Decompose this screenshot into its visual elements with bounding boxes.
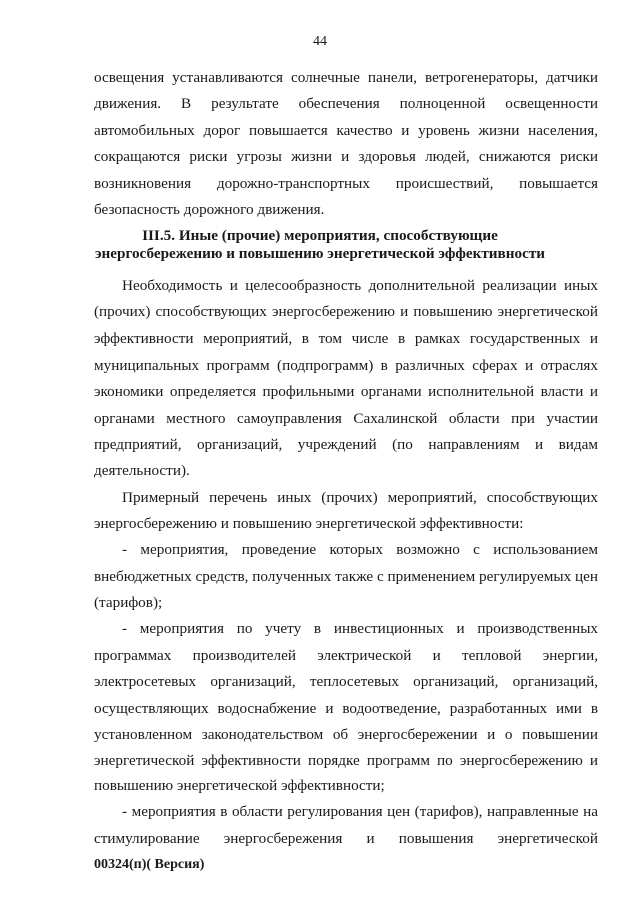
page-number: 44 — [313, 34, 327, 49]
para5-line-1: - мероприятия в области регулирования цен (тарифов), направленные на — [122, 803, 598, 820]
para4-line-4: осуществляющих водоснабжение и водоотведение, разработанных ими в — [94, 700, 598, 717]
intro-line-5: возникновения дорожно-транспортных происшествий, повышается — [94, 175, 598, 192]
para5-line-2: стимулирование энергосбережения и повышения энергетической — [94, 830, 598, 847]
intro-line-3: автомобильных дорог повышается качество и уровень жизни населения, — [94, 122, 598, 139]
para4-line-1: - мероприятия по учету в инвестиционных и производственных — [122, 620, 598, 637]
section-heading-line-1: III.5. Иные (прочие) мероприятия, способствующие — [142, 227, 498, 244]
para4-line-3: электросетевых организаций, теплосетевых организаций, организаций, — [94, 673, 598, 690]
para1-line-2: (прочих) способствующих энергосбережению и повышению энергетической — [94, 303, 598, 320]
para3-line-1: - мероприятия, проведение которых возможно с использованием — [122, 541, 598, 558]
para2-line-1: Примерный перечень иных (прочих) мероприятий, способствующих — [122, 489, 598, 506]
document-footer-code: 00324(п)( Версия) — [94, 857, 205, 872]
para1-line-4: муниципальных программ (подпрограмм) в различных сферах и отраслях — [94, 357, 598, 374]
para4-line-2: программах производителей электрической и тепловой энергии, — [94, 647, 598, 664]
para4-line-6: энергетической эффективности порядке программ по энергосбережению и — [94, 752, 598, 769]
para2-line-2: энергосбережению и повышению энергетической эффективности: — [94, 515, 524, 532]
intro-line-1: освещения устанавливаются солнечные панели, ветрогенераторы, датчики — [94, 69, 598, 86]
para4-line-7: повышению энергетической эффективности; — [94, 777, 385, 794]
para1-line-6: органами местного самоуправления Сахалинской области при участии — [94, 410, 598, 427]
para1-line-7: предприятий, организаций, учреждений (по направлениям и видам — [94, 436, 598, 453]
intro-line-6: безопасность дорожного движения. — [94, 201, 325, 218]
intro-line-4: сокращаются риски угрозы жизни и здоровья людей, снижаются риски — [94, 148, 598, 165]
para1-line-5: экономики определяется профильными органами исполнительной власти и — [94, 383, 598, 400]
para3-line-3: (тарифов); — [94, 594, 163, 611]
para1-line-3: эффективности мероприятий, в том числе в рамках государственных и — [94, 330, 598, 347]
para3-line-2: внебюджетных средств, полученных также с применением регулируемых цен — [94, 568, 598, 585]
section-heading-line-2: энергосбережению и повышению энергетической эффективности — [94, 245, 546, 262]
para1-line-1: Необходимость и целесообразность дополнительной реализации иных — [122, 277, 598, 294]
intro-line-2: движения. В результате обеспечения полноценной освещенности — [94, 95, 598, 112]
para4-line-5: установленном законодательством об энергосбережении и о повышении — [94, 726, 598, 743]
para1-line-8: деятельности). — [94, 462, 190, 479]
